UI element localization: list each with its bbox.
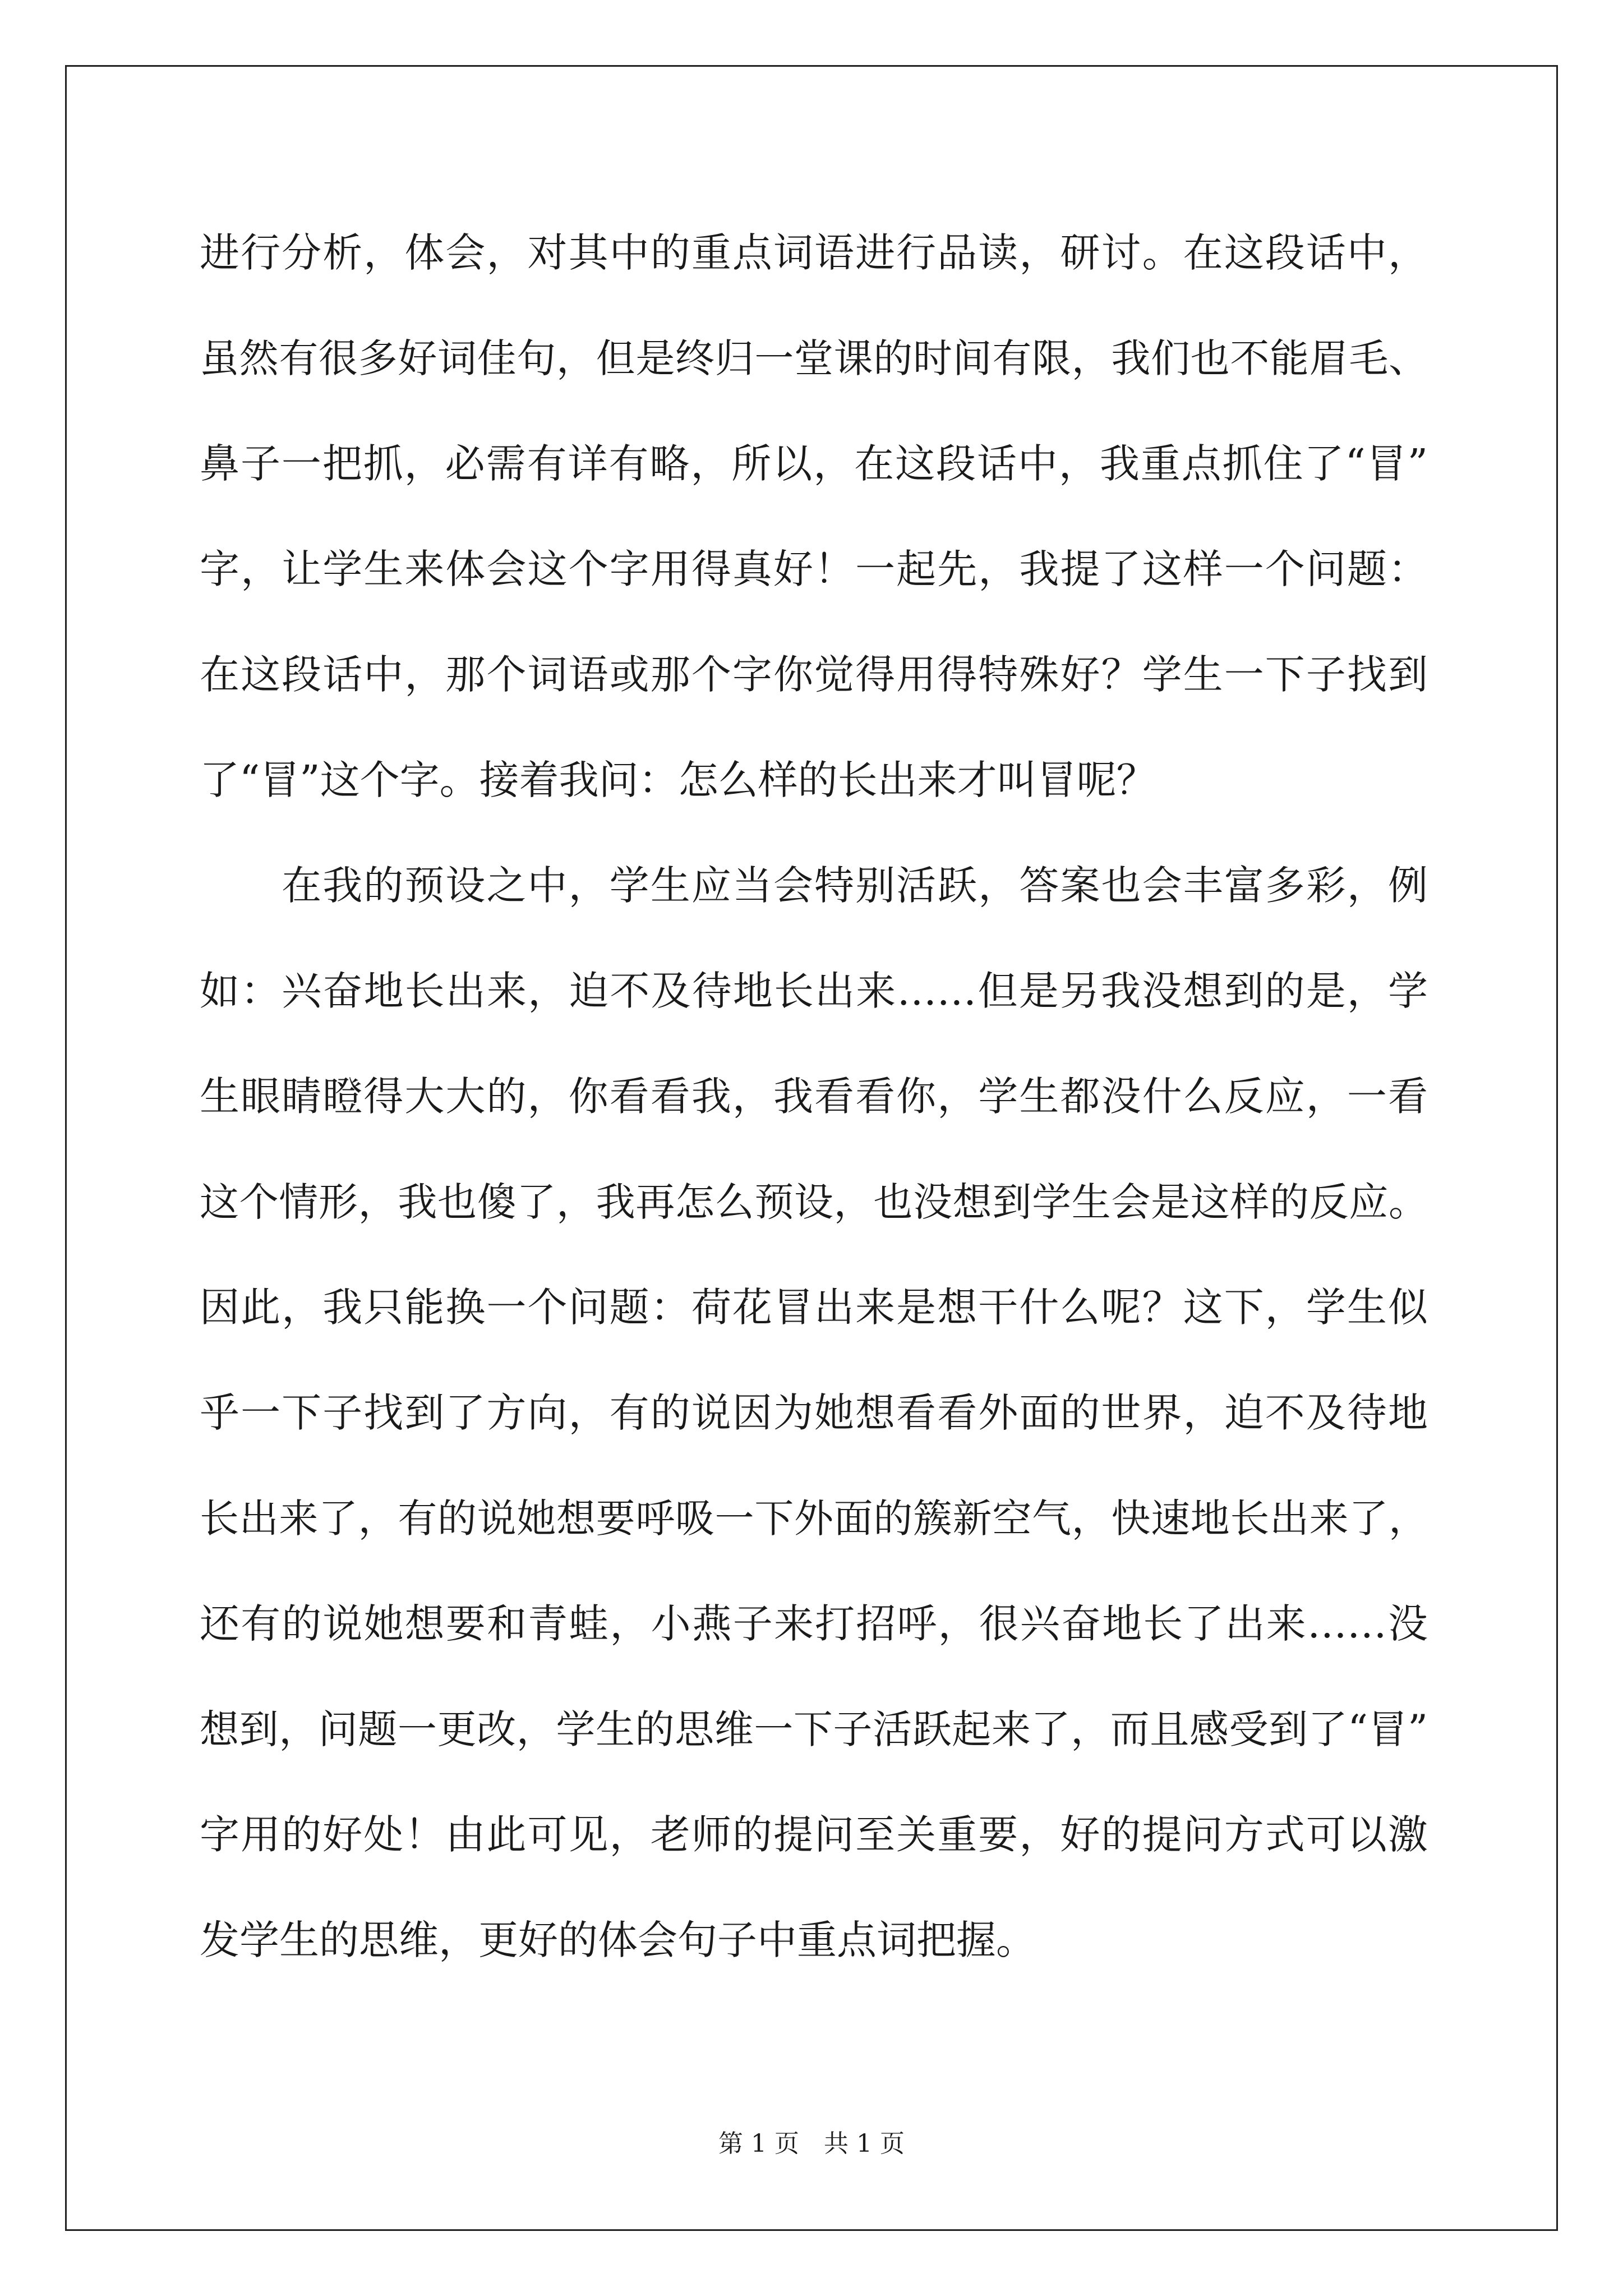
text-line: 在我的预设之中，学生应当会特别活跃，答案也会丰富多彩，例 xyxy=(200,862,1428,909)
text-line: 发学生的思维，更好的体会句子中重点词把握。 xyxy=(200,1917,1036,1963)
text-line: 了“冒”这个字。接着我问：怎么样的长出来才叫冒呢？ xyxy=(200,757,1156,803)
document-body xyxy=(200,216,1428,2009)
page-number-footer: 第 1 页 共 1 页 xyxy=(718,2129,905,2158)
text-line: 生眼睛瞪得大大的，你看看我，我看看你，学生都没什么反应，一看 xyxy=(200,1073,1428,1120)
text-line: 如：兴奋地长出来，迫不及待地长出来……但是另我没想到的是，学 xyxy=(200,968,1428,1014)
text-line: 长出来了，有的说她想要呼吸一下外面的簇新空气，快速地长出来了， xyxy=(200,1496,1428,1542)
text-line: 乎一下子找到了方向，有的说因为她想看看外面的世界，迫不及待地 xyxy=(200,1389,1428,1436)
text-line: 字用的好处！由此可见，老师的提问至关重要，好的提问方式可以激 xyxy=(200,1811,1428,1858)
text-line: 在这段话中，那个词语或那个字你觉得用得特殊好？学生一下子找到 xyxy=(200,651,1428,698)
text-line: 字，让学生来体会这个字用得真好！一起先，我提了这样一个问题： xyxy=(200,546,1428,592)
text-line: 想到，问题一更改，学生的思维一下子活跃起来了，而且感受到了“冒” xyxy=(200,1706,1428,1752)
text-line: 虽然有很多好词佳句，但是终归一堂课的时间有限，我们也不能眉毛、 xyxy=(200,335,1428,381)
text-line: 鼻子一把抓，必需有详有略，所以，在这段话中，我重点抓住了“冒” xyxy=(200,440,1428,487)
text-line: 这个情形，我也傻了，我再怎么预设，也没想到学生会是这样的反应。 xyxy=(200,1179,1428,1225)
text-line: 进行分析，体会，对其中的重点词语进行品读，研讨。在这段话中， xyxy=(200,229,1428,276)
text-line: 还有的说她想要和青蛙，小燕子来打招呼，很兴奋地长了出来……没 xyxy=(200,1600,1428,1647)
text-line: 因此，我只能换一个问题：荷花冒出来是想干什么呢？这下，学生似 xyxy=(200,1284,1428,1331)
